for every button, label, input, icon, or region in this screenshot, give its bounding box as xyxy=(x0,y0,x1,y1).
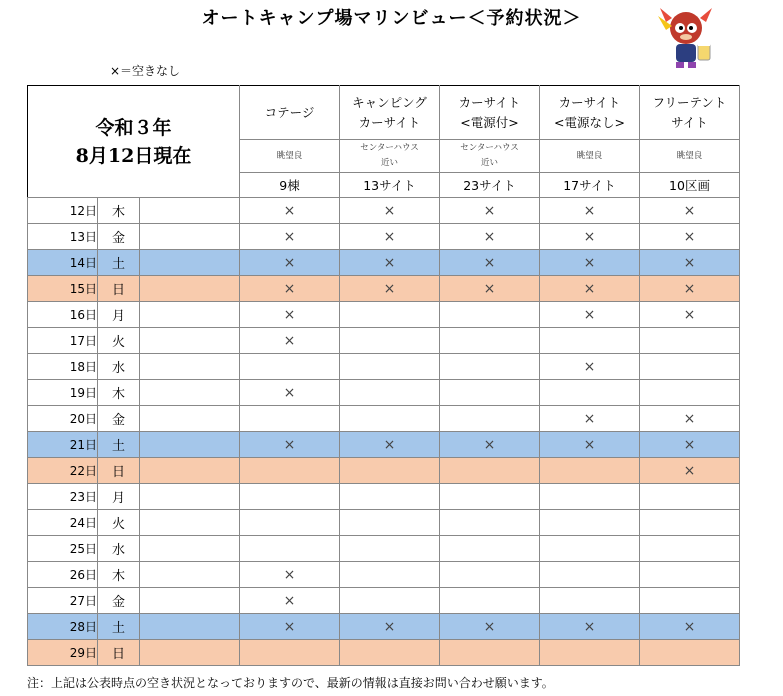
availability-cell: × xyxy=(340,432,440,458)
availability-cell xyxy=(240,484,340,510)
availability-cell xyxy=(640,536,740,562)
site-location-note: センターハウス 近い xyxy=(340,140,440,173)
blank-cell xyxy=(140,276,240,302)
availability-cell xyxy=(340,562,440,588)
availability-cell xyxy=(240,458,340,484)
blank-cell xyxy=(140,484,240,510)
site-location-note: 眺望良 xyxy=(540,140,640,173)
table-row xyxy=(28,276,740,302)
availability-cell xyxy=(340,588,440,614)
availability-cell xyxy=(340,484,440,510)
availability-cell xyxy=(340,510,440,536)
availability-cell: × xyxy=(540,302,640,328)
availability-cell: × xyxy=(640,224,740,250)
day-date: 29日 xyxy=(28,640,98,666)
site-header-camping-car: キャンピング カーサイト xyxy=(340,86,440,140)
availability-cell xyxy=(640,510,740,536)
availability-cell xyxy=(640,588,740,614)
availability-cell xyxy=(340,328,440,354)
availability-cell xyxy=(240,406,340,432)
blank-cell xyxy=(140,432,240,458)
day-date: 28日 xyxy=(28,614,98,640)
day-weekday: 日 xyxy=(98,640,140,666)
day-date: 12日 xyxy=(28,198,98,224)
availability-cell: × xyxy=(540,276,640,302)
availability-cell xyxy=(540,380,640,406)
header-row-name xyxy=(28,86,740,140)
day-weekday: 土 xyxy=(98,250,140,276)
availability-cell: × xyxy=(240,250,340,276)
blank-cell xyxy=(140,224,240,250)
blank-cell xyxy=(140,536,240,562)
availability-cell xyxy=(540,562,640,588)
as-of-date xyxy=(28,86,240,198)
availability-cell: × xyxy=(340,224,440,250)
availability-cell: × xyxy=(240,588,340,614)
availability-cell xyxy=(440,406,540,432)
day-date: 25日 xyxy=(28,536,98,562)
day-weekday: 水 xyxy=(98,536,140,562)
blank-cell xyxy=(140,588,240,614)
availability-cell: × xyxy=(240,224,340,250)
day-date: 22日 xyxy=(28,458,98,484)
as-of-era: 令和３年 xyxy=(95,116,172,139)
site-capacity: 23サイト xyxy=(440,173,540,198)
availability-cell: × xyxy=(440,250,540,276)
day-date: 13日 xyxy=(28,224,98,250)
blank-cell xyxy=(140,562,240,588)
availability-cell xyxy=(640,484,740,510)
table-row xyxy=(28,640,740,666)
availability-cell xyxy=(640,328,740,354)
availability-cell: × xyxy=(640,250,740,276)
availability-cell xyxy=(240,640,340,666)
availability-cell: × xyxy=(240,380,340,406)
availability-cell xyxy=(440,484,540,510)
availability-cell xyxy=(340,354,440,380)
availability-cell xyxy=(540,536,640,562)
availability-cell xyxy=(540,510,640,536)
day-weekday: 火 xyxy=(98,328,140,354)
availability-cell: × xyxy=(640,302,740,328)
availability-cell: × xyxy=(440,276,540,302)
day-weekday: 土 xyxy=(98,432,140,458)
availability-cell: × xyxy=(240,614,340,640)
day-weekday: 月 xyxy=(98,302,140,328)
day-date: 20日 xyxy=(28,406,98,432)
day-weekday: 土 xyxy=(98,614,140,640)
availability-cell xyxy=(640,380,740,406)
blank-cell xyxy=(140,614,240,640)
availability-cell: × xyxy=(440,198,540,224)
site-location-note: 眺望良 xyxy=(240,140,340,173)
blank-cell xyxy=(140,250,240,276)
availability-cell xyxy=(640,354,740,380)
blank-cell xyxy=(140,510,240,536)
availability-cell xyxy=(240,536,340,562)
table-row xyxy=(28,250,740,276)
availability-cell xyxy=(440,380,540,406)
blank-cell xyxy=(140,380,240,406)
day-date: 14日 xyxy=(28,250,98,276)
table-row xyxy=(28,588,740,614)
availability-cell xyxy=(640,640,740,666)
site-location-note: 眺望良 xyxy=(640,140,740,173)
table-row xyxy=(28,224,740,250)
table-row xyxy=(28,484,740,510)
availability-cell: × xyxy=(640,432,740,458)
blank-cell xyxy=(140,328,240,354)
availability-cell: × xyxy=(240,276,340,302)
site-header-free-tent: フリーテント サイト xyxy=(640,86,740,140)
availability-cell: × xyxy=(540,354,640,380)
table-row xyxy=(28,406,740,432)
table-row xyxy=(28,328,740,354)
day-weekday: 水 xyxy=(98,354,140,380)
table-row xyxy=(28,302,740,328)
site-capacity: 9棟 xyxy=(240,173,340,198)
availability-cell xyxy=(440,640,540,666)
availability-cell: × xyxy=(240,198,340,224)
availability-cell xyxy=(340,536,440,562)
availability-cell: × xyxy=(540,432,640,458)
availability-cell xyxy=(340,406,440,432)
blank-cell xyxy=(140,354,240,380)
availability-cell: × xyxy=(540,406,640,432)
day-date: 27日 xyxy=(28,588,98,614)
day-weekday: 月 xyxy=(98,484,140,510)
day-weekday: 火 xyxy=(98,510,140,536)
day-date: 17日 xyxy=(28,328,98,354)
day-weekday: 金 xyxy=(98,224,140,250)
availability-cell: × xyxy=(440,224,540,250)
day-weekday: 木 xyxy=(98,562,140,588)
day-weekday: 金 xyxy=(98,406,140,432)
site-capacity: 10区画 xyxy=(640,173,740,198)
blank-cell xyxy=(140,302,240,328)
day-weekday: 木 xyxy=(98,198,140,224)
availability-cell: × xyxy=(340,198,440,224)
availability-cell xyxy=(640,562,740,588)
day-weekday: 金 xyxy=(98,588,140,614)
availability-cell: × xyxy=(540,250,640,276)
table-row xyxy=(28,354,740,380)
availability-cell: × xyxy=(240,562,340,588)
site-header-car-nopower: カーサイト <電源なし> xyxy=(540,86,640,140)
site-header-car-power: カーサイト <電源付> xyxy=(440,86,540,140)
availability-cell: × xyxy=(640,276,740,302)
availability-cell xyxy=(440,588,540,614)
blank-cell xyxy=(140,458,240,484)
availability-cell xyxy=(540,328,640,354)
site-capacity: 13サイト xyxy=(340,173,440,198)
availability-cell xyxy=(240,510,340,536)
availability-cell: × xyxy=(640,198,740,224)
availability-cell xyxy=(440,458,540,484)
table-row xyxy=(28,614,740,640)
availability-cell: × xyxy=(340,276,440,302)
day-weekday: 日 xyxy=(98,458,140,484)
legend-text: ×＝空きなし xyxy=(110,64,181,78)
availability-cell: × xyxy=(340,250,440,276)
mascot-illustration xyxy=(646,0,726,70)
table-row xyxy=(28,510,740,536)
day-date: 16日 xyxy=(28,302,98,328)
day-date: 21日 xyxy=(28,432,98,458)
day-weekday: 木 xyxy=(98,380,140,406)
blank-cell xyxy=(140,640,240,666)
table-row xyxy=(28,458,740,484)
availability-cell xyxy=(540,588,640,614)
availability-cell: × xyxy=(340,614,440,640)
days-body xyxy=(28,198,740,666)
availability-cell xyxy=(440,328,540,354)
table-row xyxy=(28,198,740,224)
day-date: 24日 xyxy=(28,510,98,536)
availability-cell: × xyxy=(540,224,640,250)
table-row xyxy=(28,380,740,406)
availability-cell xyxy=(540,484,640,510)
footnote: 注：上記は公表時点の空き状況となっておりますので、最新の情報は直接お問い合わせ願います。 xyxy=(27,676,554,690)
day-date: 18日 xyxy=(28,354,98,380)
availability-cell: × xyxy=(640,406,740,432)
availability-cell xyxy=(440,562,540,588)
day-date: 26日 xyxy=(28,562,98,588)
availability-cell: × xyxy=(240,302,340,328)
site-header-cottage: コテージ xyxy=(240,86,340,140)
availability-cell xyxy=(440,510,540,536)
table-row xyxy=(28,432,740,458)
availability-cell xyxy=(540,640,640,666)
availability-cell xyxy=(340,640,440,666)
table-row xyxy=(28,536,740,562)
availability-cell xyxy=(340,302,440,328)
as-of-day: 8月12日現在 xyxy=(75,144,192,167)
site-location-note: センターハウス 近い xyxy=(440,140,540,173)
availability-cell xyxy=(440,354,540,380)
availability-cell xyxy=(440,302,540,328)
table-row xyxy=(28,562,740,588)
availability-cell xyxy=(340,380,440,406)
availability-cell: × xyxy=(540,614,640,640)
availability-cell: × xyxy=(540,198,640,224)
availability-cell: × xyxy=(640,614,740,640)
availability-cell xyxy=(540,458,640,484)
availability-cell: × xyxy=(440,432,540,458)
availability-cell: × xyxy=(240,328,340,354)
day-date: 15日 xyxy=(28,276,98,302)
page-title: オートキャンプ場マリンビュー＜予約状況＞ xyxy=(201,8,582,29)
blank-cell xyxy=(140,198,240,224)
availability-cell: × xyxy=(440,614,540,640)
availability-cell: × xyxy=(640,458,740,484)
availability-cell xyxy=(240,354,340,380)
day-date: 23日 xyxy=(28,484,98,510)
day-weekday: 日 xyxy=(98,276,140,302)
site-capacity: 17サイト xyxy=(540,173,640,198)
availability-cell: × xyxy=(240,432,340,458)
day-date: 19日 xyxy=(28,380,98,406)
availability-cell xyxy=(440,536,540,562)
availability-cell xyxy=(340,458,440,484)
blank-cell xyxy=(140,406,240,432)
reservation-table xyxy=(27,85,740,666)
